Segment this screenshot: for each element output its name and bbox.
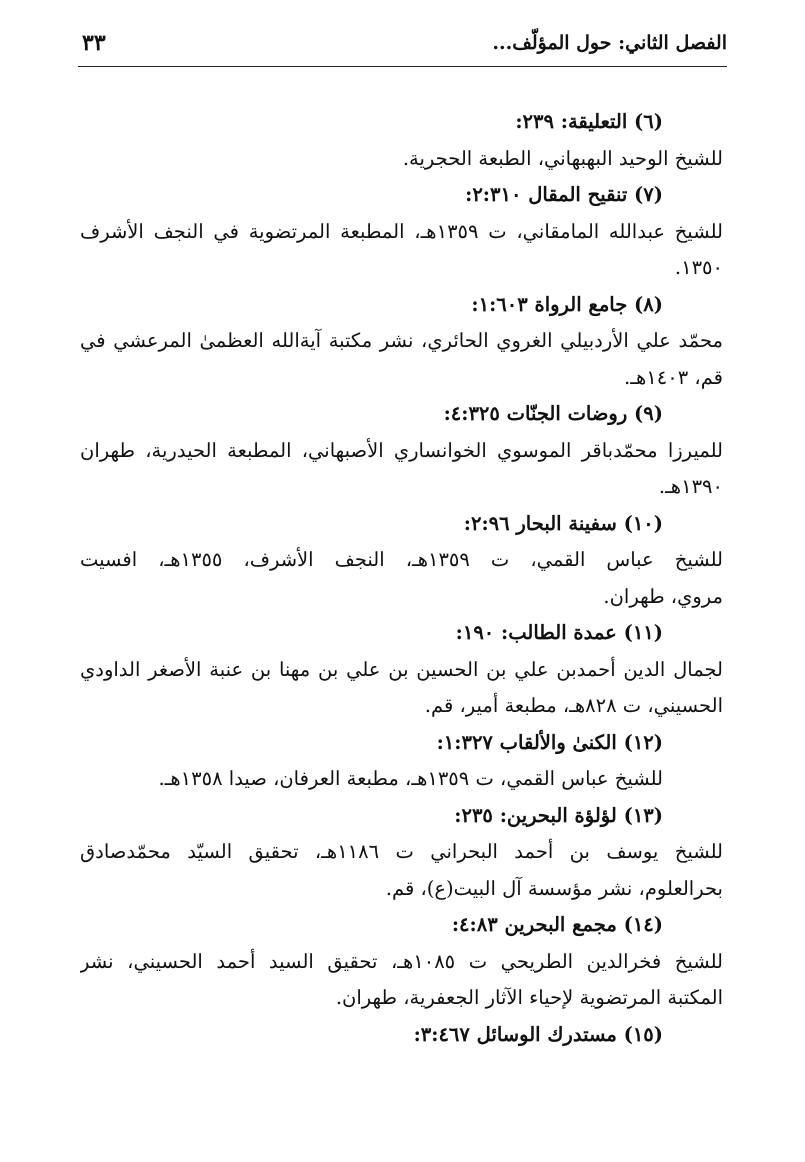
reference-detail-line: للشيخ يوسف بن أحمد البحراني ت ١١٨٦هـ، تحقيق السيّد محمّدصادق — [80, 840, 723, 863]
reference-heading: (١٥) مستدرك الوسائل ٣:٤٦٧: — [413, 1022, 663, 1046]
reference-detail-line: ١٣٩٠هـ. — [658, 475, 723, 498]
reference-detail-line: للشيخ الوحيد البهبهاني، الطبعة الحجرية. — [402, 146, 723, 170]
reference-heading: (١٠) سفينة البحار ٢:٩٦: — [463, 511, 663, 535]
reference-detail-line: المكتبة المرتضوية لإحياء الآثار الجعفرية، طهران. — [335, 986, 723, 1009]
running-header — [78, 24, 727, 64]
reference-detail-line: ١٣٥٠. — [674, 256, 723, 279]
reference-list — [80, 104, 723, 1053]
reference-detail-line: مروي، طهران. — [603, 584, 723, 608]
reference-detail-line: بحرالعلوم، نشر مؤسسة آل البيت(ع)، قم. — [385, 876, 723, 900]
header-rule — [78, 66, 727, 67]
page-number: ٣٣ — [82, 30, 106, 56]
reference-heading: (٨) جامع الرواة ١:٦٠٣: — [471, 292, 663, 316]
reference-heading: (١٤) مجمع البحرين ٤:٨٣: — [451, 913, 663, 936]
reference-detail-line: قم، ١٤٠٣هـ. — [624, 365, 723, 389]
reference-heading: (١١) عمدة الطالب: ١٩٠: — [455, 621, 663, 644]
reference-detail-line: للشيخ عباس القمي، ت ١٣٥٩هـ، مطبعة العرفان، صيدا ١٣٥٨هـ. — [158, 767, 663, 790]
chapter-title: الفصل الثاني: حول المؤلّف... — [492, 32, 727, 54]
reference-detail-line: محمّد علي الأردبيلي الغروي الحائري، نشر مكتبة آية‌الله العظمىٰ المرعشي في — [80, 329, 723, 352]
reference-heading: (٩) روضات الجنّات ٤:٣٢٥: — [443, 402, 663, 425]
reference-heading: (٧) تنقيح المقال ٢:٣١٠: — [465, 183, 663, 206]
reference-detail-line: للميرزا محمّدباقر الموسوي الخوانساري الأصبهاني، المطبعة الحيدرية، طهران — [80, 438, 723, 462]
reference-heading: (١٢) الكنىٰ والألقاب ١:٣٢٧: — [436, 730, 663, 754]
reference-detail-line: للشيخ عبدالله المامقاني، ت ١٣٥٩هـ، المطبعة المرتضوية في النجف الأشرف — [80, 219, 723, 243]
reference-detail-line: الحسيني، ت ٨٢٨هـ، مطبعة أمير، قم. — [424, 694, 723, 717]
reference-detail-line: للشيخ عباس القمي، ت ١٣٥٩هـ، النجف الأشرف، ١٣٥٥هـ، افسيت — [80, 548, 723, 571]
reference-heading: (١٣) لؤلؤة البحرين: ٢٣٥: — [454, 803, 663, 827]
reference-detail-line: لجمال الدين أحمدبن علي بن الحسين بن علي بن مهنا بن عنبة الأصغر الداودي — [80, 657, 723, 681]
reference-detail-line: للشيخ فخرالدين الطريحي ت ١٠٨٥هـ، تحقيق السيد أحمد الحسيني، نشر — [80, 949, 723, 973]
reference-heading: (٦) التعليقة: ٢٣٩: — [515, 110, 663, 133]
